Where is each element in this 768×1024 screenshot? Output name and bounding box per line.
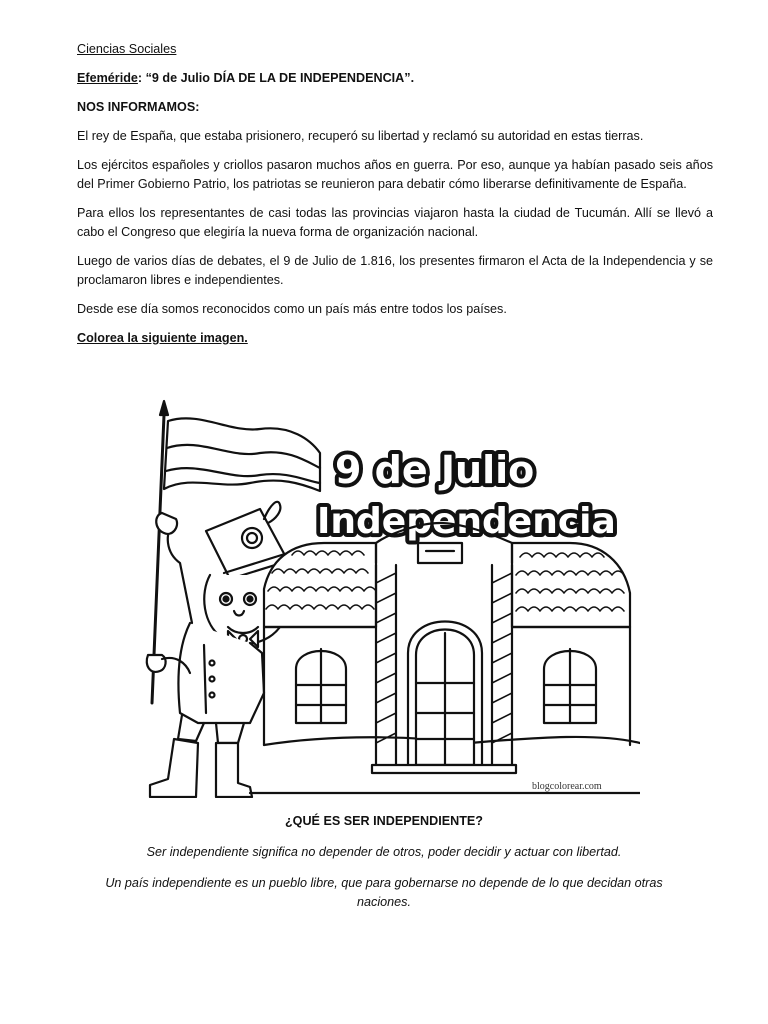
title-line-1: 9 de Julio bbox=[335, 448, 535, 492]
paragraph-2: Los ejércitos españoles y criollos pasaron muchos años en guerra. Por eso, aunque ya habían pasado seis años del Primer Gobierno Patrio, los patriotas se reunieron para debatir cómo liberarse definitivamente de España. bbox=[77, 158, 713, 191]
paragraph-1: El rey de España, que estaba prisionero, recuperó su libertad y reclamó su autoridad en estas tierras. bbox=[77, 129, 644, 143]
paragraph-5: Desde ese día somos reconocidos como un país más entre todos los países. bbox=[77, 302, 507, 316]
section-heading: NOS INFORMAMOS: bbox=[77, 100, 200, 114]
definition-line-1: Ser independiente significa no depender de otros, poder decidir y actuar con libertad. bbox=[146, 845, 622, 859]
subject-title: Ciencias Sociales bbox=[77, 42, 177, 56]
paragraph-4: Luego de varios días de debates, el 9 de Julio de 1.816, los presentes firmaron el Acta de la Independencia y se proclamaron libres e independientes. bbox=[77, 254, 713, 287]
image-credit: blogcolorear.com bbox=[532, 781, 602, 792]
efemeride-text: : “9 de Julio DÍA DE LA DE INDEPENDENCIA”. bbox=[137, 71, 415, 85]
definition-line-2: Un país independiente es un pueblo libre, que para gobernarse no depende de lo que decidan otras naciones. bbox=[105, 876, 663, 909]
efemeride-label: Efeméride bbox=[77, 71, 138, 85]
document-body bbox=[77, 40, 713, 358]
paragraph-3: Para ellos los representantes de casi todas las provincias viajaron hasta la ciudad de Tucumán. Allí se llevó a cabo el Congreso que elegiría la nueva forma de organización nacional. bbox=[77, 206, 713, 239]
instruction-heading: Colorea la siguiente imagen. bbox=[77, 331, 248, 345]
title-line-2: Independencia bbox=[317, 501, 616, 542]
soldier-icon bbox=[147, 502, 288, 797]
subject-heading bbox=[77, 40, 713, 59]
illustration-svg bbox=[140, 393, 640, 798]
coloring-illustration bbox=[140, 393, 640, 798]
historic-house-icon bbox=[250, 523, 640, 793]
definition-question: ¿QUÉ ES SER INDEPENDIENTE? bbox=[284, 814, 484, 828]
efemeride-line bbox=[77, 69, 713, 88]
